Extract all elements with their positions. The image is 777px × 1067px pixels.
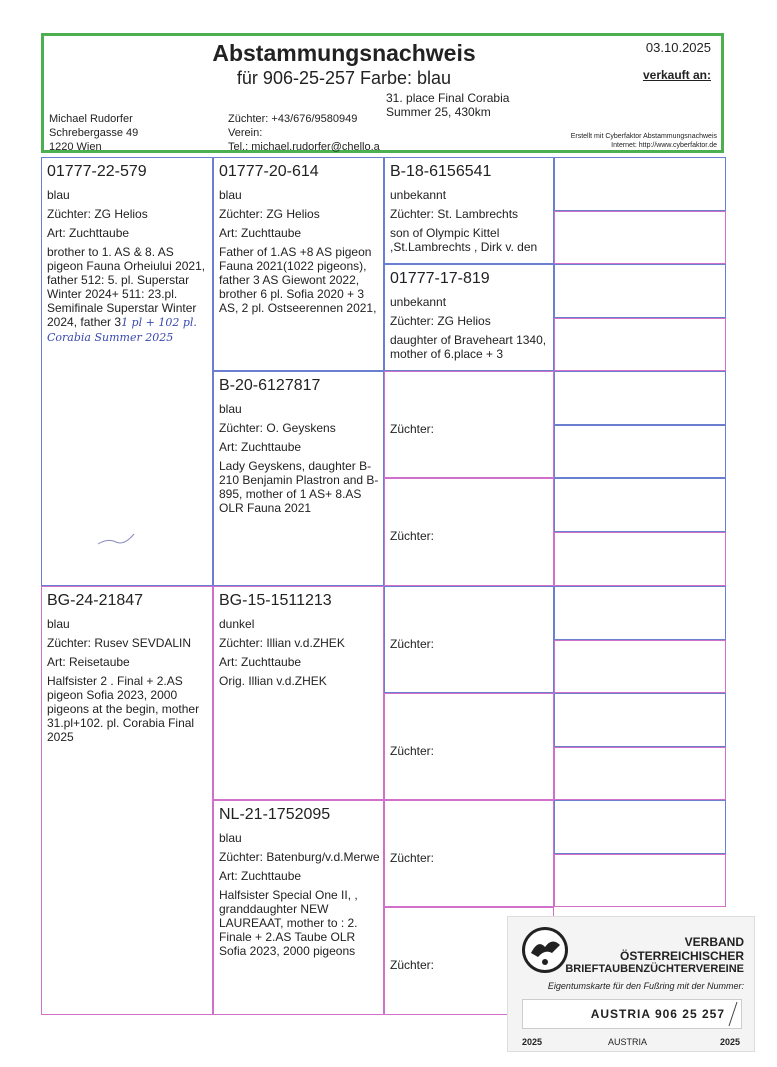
mfm-cell	[384, 693, 554, 800]
gen4-cell-7	[554, 478, 726, 532]
gen4-cell-11	[554, 693, 726, 747]
internet-text: Internet: http://www.cyberfaktor.de	[611, 142, 717, 149]
created-with	[571, 132, 717, 150]
race-line-1: 31. place Final Corabia	[386, 91, 510, 105]
mother-cell	[41, 586, 213, 1015]
ff-note: Father of 1.AS +8 AS pigeon Fauna 2021(1022 pigeons), father 3 AS Giewont 2022, brother 6 pl. Sofia 2020 + 3 AS, 2 pl. Ostseerennen 2021,	[219, 245, 377, 315]
mf-color: dunkel	[219, 617, 255, 631]
ffm-ring: 01777-17-819	[390, 270, 490, 287]
mff-cell	[384, 586, 554, 693]
fm-note: Lady Geyskens, daughter B-210 Benjamin Plastron and B-895, mother of 1 AS+ 8.AS OLR Fauna 2021	[219, 459, 379, 515]
ffm-color: unbekannt	[390, 295, 447, 309]
fmm-cell	[384, 478, 554, 586]
stroke-mark	[727, 1000, 739, 1028]
mm-cell	[213, 800, 384, 1015]
ff-ring: 01777-20-614	[219, 163, 319, 180]
gen4-cell-3	[554, 264, 726, 318]
father-note	[47, 245, 212, 345]
race-line-2: Summer 25, 430km	[386, 105, 491, 119]
fff-ring: B-18-6156541	[390, 163, 492, 180]
mmf-cell	[384, 800, 554, 907]
stamp-line-2: ÖSTERREICHISCHER	[619, 949, 744, 963]
mf-breeder: Züchter: Illian v.d.ZHEK	[219, 636, 345, 650]
father-handwriting: 1 pl + 102 pl. Corabia Summer 2025	[47, 316, 197, 344]
mm-breeder: Züchter: Batenburg/v.d.Merwe	[219, 850, 380, 864]
mf-type: Art: Zuchttaube	[219, 655, 302, 669]
gen4-cell-2	[554, 211, 726, 264]
father-type: Art: Zuchttaube	[47, 226, 130, 240]
club: Verein:	[228, 127, 263, 139]
gen4-cell-14	[554, 854, 726, 907]
gen4-cell-8	[554, 532, 726, 586]
association-logo-icon	[522, 927, 568, 973]
breeder-phone: Züchter: +43/676/9580949	[228, 113, 358, 125]
ffm-note: daughter of Braveheart 1340, mother of 6.place + 3	[390, 333, 547, 361]
owner-street: Schrebergasse 49	[49, 127, 139, 139]
fm-cell	[213, 371, 384, 586]
page-title: Abstammungsnachweis	[212, 40, 476, 66]
ff-cell	[213, 157, 384, 371]
mf-note: Orig. Illian v.d.ZHEK	[219, 674, 327, 688]
fmf-breeder-label: Züchter:	[390, 422, 435, 436]
father-note-text: brother to 1. AS & 8. AS pigeon Fauna Orheiului 2021, father 512: 5. pl. Superstar Winter 2024+ 511: 23.pl. Semifinale Superstar Winter 2024, father 3	[47, 245, 206, 329]
fm-ring: B-20-6127817	[219, 377, 321, 394]
father-color: blau	[47, 188, 70, 202]
stamp-subtitle: Eigentumskarte für den Fußring mit der Nummer:	[547, 981, 744, 991]
mfm-breeder-label: Züchter:	[390, 744, 435, 758]
fmm-breeder-label: Züchter:	[390, 529, 435, 543]
fm-breeder: Züchter: O. Geyskens	[219, 421, 336, 435]
gen4-cell-9	[554, 586, 726, 640]
stamp-line-1: VERBAND	[684, 935, 744, 949]
mmm-breeder-label: Züchter:	[390, 958, 435, 972]
owner-address	[49, 112, 138, 154]
gen4-cell-12	[554, 747, 726, 800]
father-ring: 01777-22-579	[47, 163, 147, 180]
page-subtitle: für 906-25-257 Farbe: blau	[236, 68, 452, 88]
fff-note: son of Olympic Kittel ,St.Lambrechts , Dirk v. den	[390, 226, 538, 254]
fff-cell	[384, 157, 554, 264]
gen4-cell-1	[554, 157, 726, 211]
gen4-cell-13	[554, 800, 726, 854]
stamp-country: AUSTRIA	[608, 1037, 648, 1047]
mother-breeder: Züchter: Rusev SEVDALIN	[47, 636, 192, 650]
mother-ring: BG-24-21847	[47, 592, 144, 609]
mother-type: Art: Reisetaube	[47, 655, 130, 669]
owner-city: 1220 Wien	[49, 141, 102, 153]
fm-color: blau	[219, 402, 242, 416]
gen4-cell-6	[554, 425, 726, 478]
father-breeder: Züchter: ZG Helios	[47, 207, 148, 221]
gen4-cell-10	[554, 640, 726, 693]
scribble-mark	[94, 530, 138, 550]
mm-type: Art: Zuchttaube	[219, 869, 302, 883]
stamp-ring-box	[522, 999, 742, 1029]
mm-note: Halfsister Special One II, , granddaughter NEW LAUREAAT, mother to : 2. Finale + 2.AS Taube OLR Sofia 2023, 2000 pigeons	[219, 888, 358, 958]
association-stamp	[507, 916, 755, 1052]
mother-note: Halfsister 2 . Final + 2.AS pigeon Sofia 2023, 2000 pigeons at the begin, mother 31.pl+102. pl. Corabia Final 2025	[47, 674, 200, 744]
sold-to-label: verkauft an:	[642, 68, 711, 82]
ff-breeder: Züchter: ZG Helios	[219, 207, 320, 221]
ff-color: blau	[219, 188, 242, 202]
stamp-ring-number: AUSTRIA 906 25 257	[590, 1007, 725, 1021]
tel-email: Tel.: michael.rudorfer@chello.a	[228, 141, 380, 153]
ffm-breeder: Züchter: ZG Helios	[390, 314, 491, 328]
created-with-text: Erstellt mit Cyberfaktor Abstammungsnachweis	[570, 133, 717, 140]
mother-color: blau	[47, 617, 70, 631]
mff-breeder-label: Züchter:	[390, 637, 435, 651]
mf-cell	[213, 586, 384, 800]
ff-type: Art: Zuchttaube	[219, 226, 302, 240]
owner-contact	[228, 112, 380, 154]
ffm-cell	[384, 264, 554, 371]
fm-type: Art: Zuchttaube	[219, 440, 302, 454]
mf-ring: BG-15-1511213	[219, 592, 332, 609]
stamp-year-left: 2025	[522, 1037, 543, 1047]
race-info	[386, 91, 509, 119]
fff-breeder: Züchter: St. Lambrechts	[390, 207, 519, 221]
mm-ring: NL-21-1752095	[219, 806, 331, 823]
stamp-line-3: BRIEFTAUBENZÜCHTERVEREINE	[565, 963, 744, 975]
date: 03.10.2025	[645, 40, 711, 55]
stamp-year-right: 2025	[719, 1037, 740, 1047]
gen4-cell-5	[554, 371, 726, 425]
mmf-breeder-label: Züchter:	[390, 851, 435, 865]
fmf-cell	[384, 371, 554, 478]
mm-color: blau	[219, 831, 242, 845]
header-box	[41, 33, 724, 153]
gen4-cell-4	[554, 318, 726, 371]
owner-name: Michael Rudorfer	[49, 113, 133, 125]
fff-color: unbekannt	[390, 188, 447, 202]
father-cell	[41, 157, 213, 586]
